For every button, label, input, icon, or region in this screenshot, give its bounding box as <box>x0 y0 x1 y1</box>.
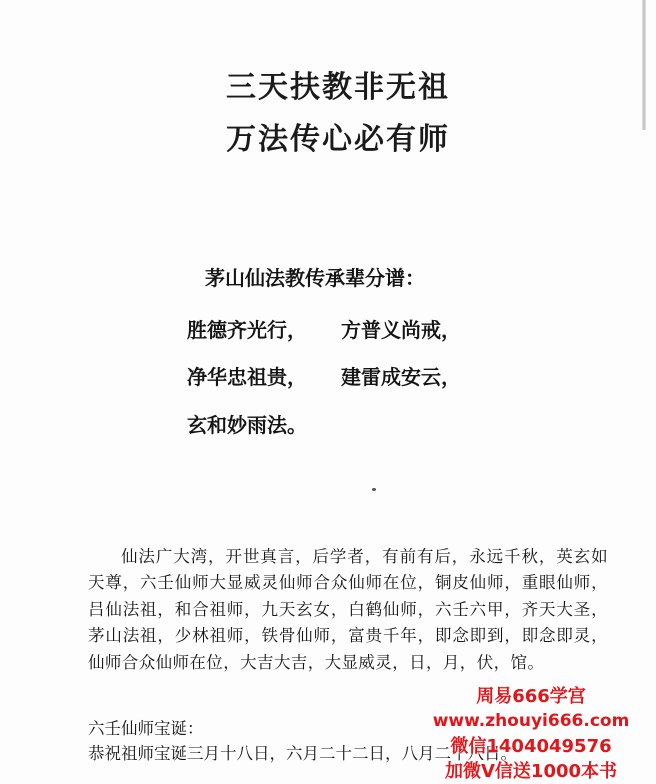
lineage-row <box>187 314 461 343</box>
lineage-heading: 茅山仙法教传承辈分谱： <box>205 266 425 290</box>
watermark-line-3: 微信1404049576 <box>450 736 612 757</box>
birthday-heading: 六壬仙师宝诞： <box>88 719 204 738</box>
watermark-url: www.zhouyi666.com <box>432 711 630 731</box>
incantation-paragraph: 仙法广大湾，开世真言，后学者，有前有后，永远千秋，英玄如天尊，六壬仙师大显威灵仙师合众仙师在位，铜皮仙师，重眼仙师，吕仙法祖，和合祖师，九天玄女，白鹤仙师，六壬六甲，齐天大圣，茅山法祖，少林祖师，铁骨仙师，富贵千年，即念即到，即念即灵，仙师合众仙师在位，大吉大吉，大显威灵，日，月，伏，馆。 <box>88 547 608 672</box>
lineage-row-right: 方普义尚戒， <box>341 318 461 342</box>
title-line-1: 三天扶教非无祖 <box>226 70 450 105</box>
lineage-row-left: 玄和妙雨法。 <box>187 413 307 437</box>
title-line-2: 万法传心必有师 <box>226 122 450 157</box>
watermark <box>426 684 636 784</box>
scan-speck <box>372 488 376 491</box>
watermark-line-4: 加微V信送1000本书 <box>444 761 618 782</box>
lineage-row <box>187 409 341 438</box>
watermark-line-1: 周易666学宫 <box>476 686 586 707</box>
lineage-row-left: 胜德齐光行， <box>187 318 307 342</box>
lineage-row-right: 建雷成安云， <box>341 365 461 389</box>
lineage-row-left: 净华忠祖贵， <box>187 365 307 389</box>
birthday-text: 恭祝祖师宝诞三月十八日，六月二十二日，八月二十八日。 <box>88 744 517 763</box>
lineage-row <box>187 361 461 390</box>
